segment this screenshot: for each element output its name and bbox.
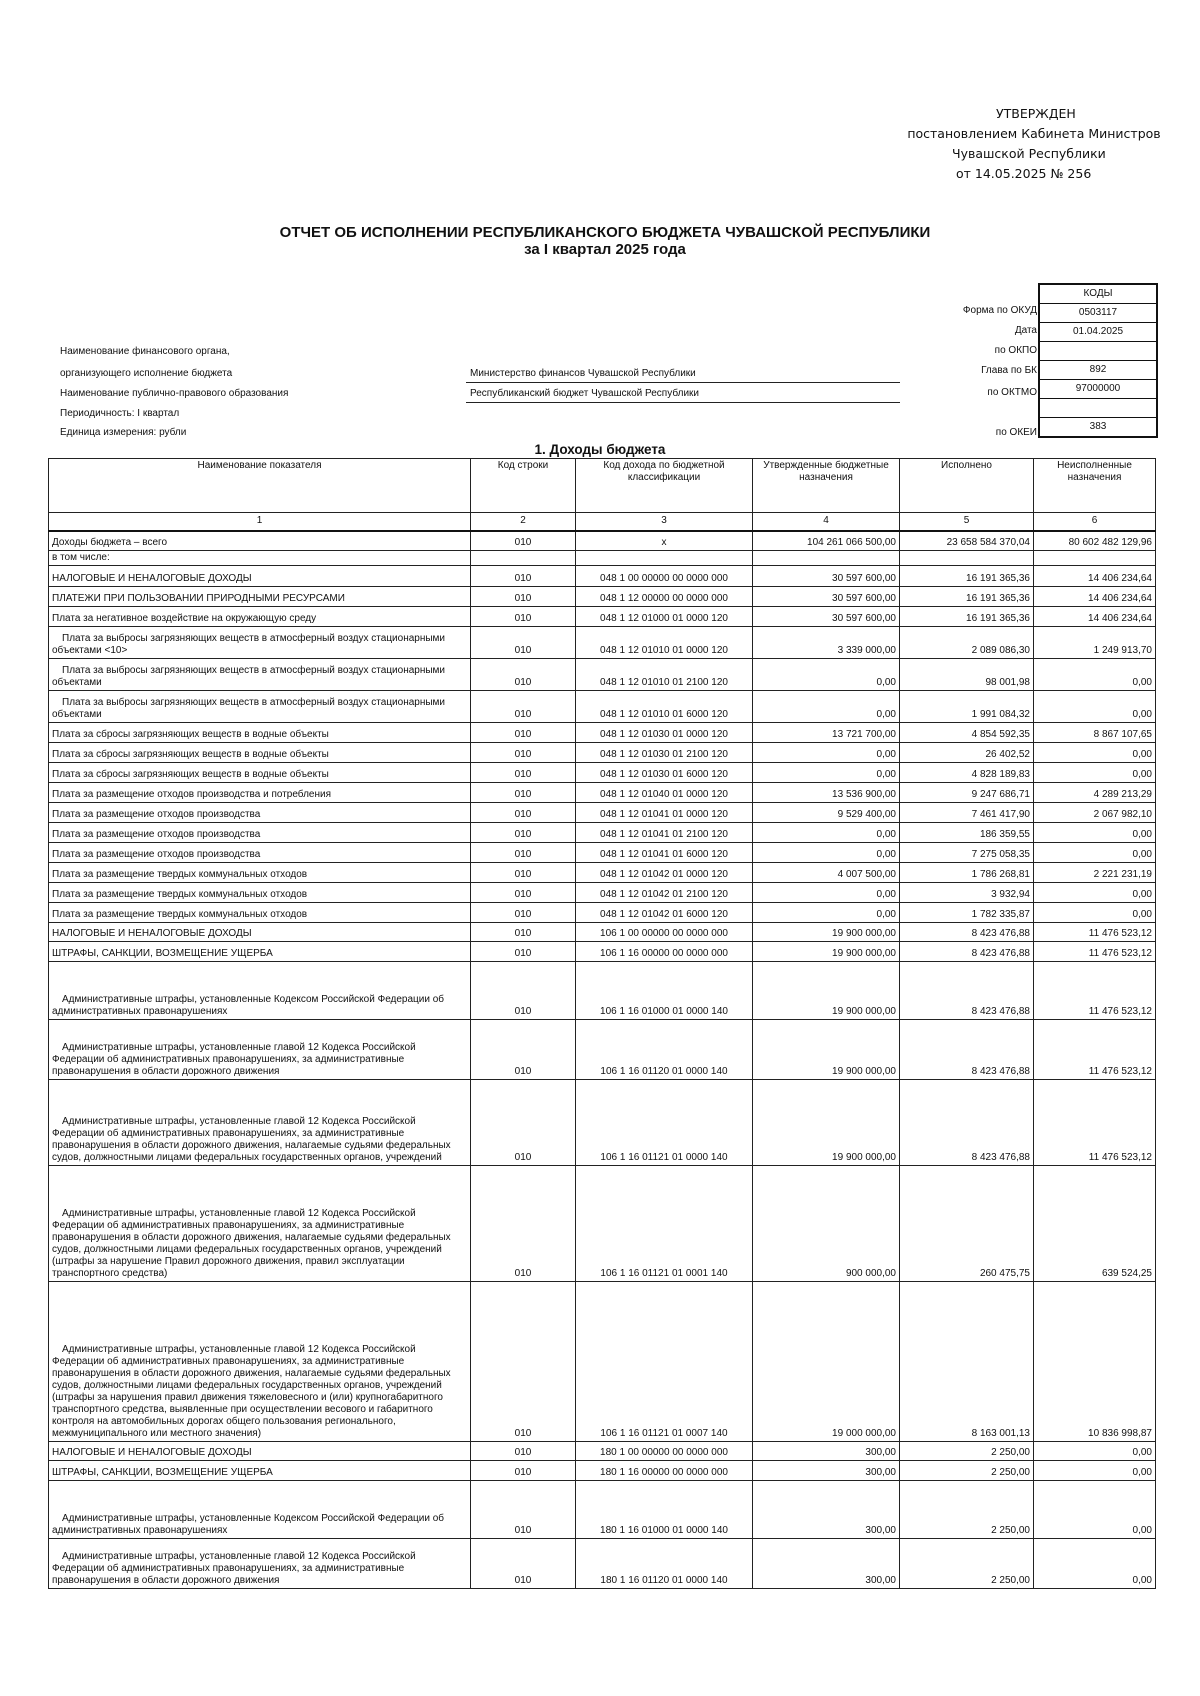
row-approved: 19 000 000,00 — [753, 1282, 900, 1442]
table-row — [49, 1481, 1156, 1539]
code-okpo — [1039, 342, 1157, 361]
row-unexecuted: 0,00 — [1034, 743, 1156, 763]
row-executed: 98 001,98 — [900, 659, 1034, 691]
approval-block — [900, 104, 1168, 184]
row-line-code: 010 — [471, 607, 576, 627]
row-income-code: 048 1 12 01010 01 0000 120 — [576, 627, 753, 659]
row-income-code: 048 1 12 01041 01 0000 120 — [576, 803, 753, 823]
row-executed: 26 402,52 — [900, 743, 1034, 763]
row-unexecuted: 0,00 — [1034, 1539, 1156, 1589]
table-row — [49, 803, 1156, 823]
approval-line-2: постановлением Кабинета Министров — [907, 126, 1161, 141]
row-name: НАЛОГОВЫЕ И НЕНАЛОГОВЫЕ ДОХОДЫ — [49, 923, 471, 942]
row-approved: 4 007 500,00 — [753, 863, 900, 883]
row-executed: 16 191 365,36 — [900, 607, 1034, 627]
row-unexecuted: 0,00 — [1034, 1481, 1156, 1539]
row-approved: 300,00 — [753, 1481, 900, 1539]
row-line-code: 010 — [471, 783, 576, 803]
revenue-table — [48, 458, 1156, 1589]
row-name: Плата за выбросы загрязняющих веществ в атмосферный воздух стационарными объектами <10> — [49, 627, 471, 659]
row-unexecuted: 80 602 482 129,96 — [1034, 531, 1156, 551]
section-title: 1. Доходы бюджета — [534, 442, 666, 457]
code-bk: 892 — [1039, 361, 1157, 380]
row-line-code: 010 — [471, 659, 576, 691]
row-approved: 13 721 700,00 — [753, 723, 900, 743]
row-income-code: 106 1 16 01121 01 0001 140 — [576, 1166, 753, 1282]
table-row — [49, 823, 1156, 843]
table-row — [49, 962, 1156, 1020]
row-approved: 13 536 900,00 — [753, 783, 900, 803]
row-approved — [753, 551, 900, 566]
approval-line-1: УТВЕРЖДЕН — [996, 106, 1076, 121]
row-name: ШТРАФЫ, САНКЦИИ, ВОЗМЕЩЕНИЕ УЩЕРБА — [49, 1461, 471, 1481]
pub-value: Республиканский бюджет Чувашской Республики — [470, 388, 699, 399]
org-label-2: организующего исполнение бюджета — [60, 368, 233, 379]
row-unexecuted: 639 524,25 — [1034, 1166, 1156, 1282]
table-row — [49, 566, 1156, 587]
table-row — [49, 883, 1156, 903]
table-row — [49, 903, 1156, 923]
pub-label: Наименование публично-правового образования — [60, 388, 289, 399]
row-income-code: 180 1 00 00000 00 0000 000 — [576, 1442, 753, 1461]
row-income-code: 106 1 00 00000 00 0000 000 — [576, 923, 753, 942]
row-name: Плата за выбросы загрязняющих веществ в атмосферный воздух стационарными объектами — [49, 691, 471, 723]
code-label-bk: Глава по БК — [981, 365, 1037, 376]
row-line-code: 010 — [471, 1080, 576, 1166]
row-income-code: 106 1 16 01120 01 0000 140 — [576, 1020, 753, 1080]
code-label-okpo: по ОКПО — [994, 345, 1037, 356]
row-income-code: 180 1 16 01120 01 0000 140 — [576, 1539, 753, 1589]
col-number-3: 3 — [576, 513, 753, 531]
col-number-1: 1 — [49, 513, 471, 531]
row-income-code: 048 1 12 01010 01 2100 120 — [576, 659, 753, 691]
row-executed: 2 250,00 — [900, 1442, 1034, 1461]
row-name: Доходы бюджета – всего — [49, 531, 471, 551]
row-line-code: 010 — [471, 723, 576, 743]
row-approved: 900 000,00 — [753, 1166, 900, 1282]
row-unexecuted: 8 867 107,65 — [1034, 723, 1156, 743]
row-name: ШТРАФЫ, САНКЦИИ, ВОЗМЕЩЕНИЕ УЩЕРБА — [49, 942, 471, 962]
row-approved: 0,00 — [753, 883, 900, 903]
row-unexecuted: 11 476 523,12 — [1034, 1020, 1156, 1080]
row-income-code: 180 1 16 00000 00 0000 000 — [576, 1461, 753, 1481]
row-approved: 0,00 — [753, 743, 900, 763]
row-approved: 30 597 600,00 — [753, 566, 900, 587]
row-executed: 8 423 476,88 — [900, 962, 1034, 1020]
row-approved: 9 529 400,00 — [753, 803, 900, 823]
row-name: Административные штрафы, установленные главой 12 Кодекса Российской Федерации об административных правонарушениях, за административные правонарушения в области дорожного движения — [49, 1020, 471, 1080]
row-income-code: 048 1 12 01041 01 2100 120 — [576, 823, 753, 843]
row-income-code: 048 1 12 01010 01 6000 120 — [576, 691, 753, 723]
table-row — [49, 1461, 1156, 1481]
row-line-code — [471, 551, 576, 566]
table-row — [49, 531, 1156, 551]
row-income-code: 048 1 12 01042 01 0000 120 — [576, 863, 753, 883]
row-line-code: 010 — [471, 1166, 576, 1282]
row-unexecuted: 10 836 998,87 — [1034, 1282, 1156, 1442]
table-row — [49, 1442, 1156, 1461]
unit: Единица измерения: рубли — [60, 427, 187, 438]
row-unexecuted: 0,00 — [1034, 691, 1156, 723]
row-line-code: 010 — [471, 883, 576, 903]
row-name: Плата за сбросы загрязняющих веществ в водные объекты — [49, 743, 471, 763]
row-income-code: 048 1 12 01042 01 6000 120 — [576, 903, 753, 923]
row-executed: 2 250,00 — [900, 1461, 1034, 1481]
row-income-code: 106 1 16 00000 00 0000 000 — [576, 942, 753, 962]
row-name: Административные штрафы, установленные главой 12 Кодекса Российской Федерации об административных правонарушениях, за административные правонарушения в области дорожного движения, налагаемые судьями федеральных судов, должностными лицами федеральных государственных органов, учреждений — [49, 1080, 471, 1166]
col-header-line: Код строки — [471, 459, 576, 513]
row-line-code: 010 — [471, 691, 576, 723]
row-approved: 19 900 000,00 — [753, 962, 900, 1020]
row-unexecuted: 4 289 213,29 — [1034, 783, 1156, 803]
approval-line-3: Чувашской Республики — [952, 146, 1106, 161]
row-income-code: 180 1 16 01000 01 0000 140 — [576, 1481, 753, 1539]
table-row — [49, 863, 1156, 883]
row-line-code: 010 — [471, 1442, 576, 1461]
row-line-code: 010 — [471, 962, 576, 1020]
row-name: Плата за сбросы загрязняющих веществ в водные объекты — [49, 723, 471, 743]
row-executed: 8 423 476,88 — [900, 1080, 1034, 1166]
row-approved: 0,00 — [753, 691, 900, 723]
row-executed — [900, 551, 1034, 566]
report-title-line-1: ОТЧЕТ ОБ ИСПОЛНЕНИИ РЕСПУБЛИКАНСКОГО БЮДЖЕТА ЧУВАШСКОЙ РЕСПУБЛИКИ — [279, 224, 931, 241]
row-income-code: 048 1 12 01041 01 6000 120 — [576, 843, 753, 863]
row-unexecuted: 11 476 523,12 — [1034, 942, 1156, 962]
row-name: Административные штрафы, установленные Кодексом Российской Федерации об административных правонарушениях — [49, 1481, 471, 1539]
row-unexecuted: 11 476 523,12 — [1034, 1080, 1156, 1166]
row-name: НАЛОГОВЫЕ И НЕНАЛОГОВЫЕ ДОХОДЫ — [49, 566, 471, 587]
row-name: Плата за размещение твердых коммунальных отходов — [49, 903, 471, 923]
row-name: Административные штрафы, установленные главой 12 Кодекса Российской Федерации об административных правонарушениях, за административные правонарушения в области дорожного движения, налагаемые судьями федеральных судов, должностными лицами федеральных государственных органов, учреждений (штрафы за нарушения правил движения тяжеловесного и (или) крупногабаритного транспортного средства, выявленные при осуществлении весового и габаритного контроля на автомобильных дорогах общего пользования регионального, межмуниципального или местного значения) — [49, 1282, 471, 1442]
col-header-approved: Утвержденные бюджетные назначения — [753, 459, 900, 513]
row-executed: 2 250,00 — [900, 1539, 1034, 1589]
row-name: Плата за размещение отходов производства — [49, 843, 471, 863]
row-executed: 186 359,55 — [900, 823, 1034, 843]
row-executed: 4 828 189,83 — [900, 763, 1034, 783]
row-executed: 3 932,94 — [900, 883, 1034, 903]
row-executed: 8 423 476,88 — [900, 1020, 1034, 1080]
code-oktmo: 97000000 — [1039, 380, 1157, 399]
org-value: Министерство финансов Чувашской Республики — [470, 368, 696, 379]
row-approved: 19 900 000,00 — [753, 1080, 900, 1166]
row-income-code: 106 1 16 01121 01 0007 140 — [576, 1282, 753, 1442]
code-okud: 0503117 — [1039, 304, 1157, 323]
row-unexecuted: 14 406 234,64 — [1034, 587, 1156, 607]
row-executed: 8 423 476,88 — [900, 923, 1034, 942]
col-header-unexecuted: Неисполненные назначения — [1034, 459, 1156, 513]
table-row — [49, 1166, 1156, 1282]
row-unexecuted: 0,00 — [1034, 823, 1156, 843]
row-income-code: 048 1 00 00000 00 0000 000 — [576, 566, 753, 587]
row-income-code — [576, 551, 753, 566]
report-title-line-2: за I квартал 2025 года — [524, 241, 686, 258]
table-row — [49, 723, 1156, 743]
row-unexecuted: 14 406 234,64 — [1034, 566, 1156, 587]
approval-line-4: от 14.05.2025 № 256 — [956, 166, 1092, 181]
table-row — [49, 843, 1156, 863]
row-name: НАЛОГОВЫЕ И НЕНАЛОГОВЫЕ ДОХОДЫ — [49, 1442, 471, 1461]
row-line-code: 010 — [471, 942, 576, 962]
row-name: Плата за размещение твердых коммунальных отходов — [49, 883, 471, 903]
periodicity: Периодичность: I квартал — [60, 408, 180, 419]
code-label-okud: Форма по ОКУД — [962, 305, 1037, 316]
report-title — [190, 224, 1020, 258]
row-line-code: 010 — [471, 627, 576, 659]
table-row — [49, 942, 1156, 962]
table-row — [49, 923, 1156, 942]
row-executed: 8 423 476,88 — [900, 942, 1034, 962]
row-unexecuted: 0,00 — [1034, 903, 1156, 923]
row-unexecuted: 0,00 — [1034, 883, 1156, 903]
row-approved: 300,00 — [753, 1461, 900, 1481]
row-line-code: 010 — [471, 566, 576, 587]
table-row — [49, 691, 1156, 723]
row-executed: 1 782 335,87 — [900, 903, 1034, 923]
row-income-code: 106 1 16 01000 01 0000 140 — [576, 962, 753, 1020]
row-name: Плата за размещение отходов производства — [49, 803, 471, 823]
code-label-date: Дата — [1014, 325, 1037, 336]
row-unexecuted — [1034, 551, 1156, 566]
col-number-5: 5 — [900, 513, 1034, 531]
row-executed: 23 658 584 370,04 — [900, 531, 1034, 551]
org-label-1: Наименование финансового органа, — [60, 346, 230, 357]
row-name: Административные штрафы, установленные Кодексом Российской Федерации об административных правонарушениях — [49, 962, 471, 1020]
row-line-code: 010 — [471, 1481, 576, 1539]
row-line-code: 010 — [471, 1539, 576, 1589]
row-line-code: 010 — [471, 1461, 576, 1481]
table-row — [49, 1539, 1156, 1589]
col-number-6: 6 — [1034, 513, 1156, 531]
code-label-okei: по ОКЕИ — [995, 427, 1037, 438]
row-approved: 0,00 — [753, 659, 900, 691]
row-executed: 7 275 058,35 — [900, 843, 1034, 863]
row-executed: 2 250,00 — [900, 1481, 1034, 1539]
table-row — [49, 587, 1156, 607]
table-row — [49, 1020, 1156, 1080]
code-blank — [1039, 399, 1157, 418]
row-executed: 4 854 592,35 — [900, 723, 1034, 743]
row-approved: 19 900 000,00 — [753, 942, 900, 962]
table-row — [49, 551, 1156, 566]
row-executed: 1 786 268,81 — [900, 863, 1034, 883]
table-row — [49, 1282, 1156, 1442]
row-executed: 9 247 686,71 — [900, 783, 1034, 803]
row-unexecuted: 11 476 523,12 — [1034, 923, 1156, 942]
row-unexecuted: 0,00 — [1034, 1442, 1156, 1461]
code-date: 01.04.2025 — [1039, 323, 1157, 342]
row-income-code: 048 1 12 01042 01 2100 120 — [576, 883, 753, 903]
row-approved: 0,00 — [753, 823, 900, 843]
row-name: в том числе: — [49, 551, 471, 566]
row-executed: 260 475,75 — [900, 1166, 1034, 1282]
row-income-code: 048 1 12 01030 01 2100 120 — [576, 743, 753, 763]
code-label-oktmo: по ОКТМО — [987, 387, 1037, 398]
row-unexecuted: 0,00 — [1034, 763, 1156, 783]
row-line-code: 010 — [471, 903, 576, 923]
row-executed: 2 089 086,30 — [900, 627, 1034, 659]
row-name: Плата за сбросы загрязняющих веществ в водные объекты — [49, 763, 471, 783]
row-unexecuted: 0,00 — [1034, 843, 1156, 863]
row-income-code: 048 1 12 01030 01 6000 120 — [576, 763, 753, 783]
row-executed: 16 191 365,36 — [900, 566, 1034, 587]
row-unexecuted: 0,00 — [1034, 1461, 1156, 1481]
row-name: Административные штрафы, установленные главой 12 Кодекса Российской Федерации об административных правонарушениях, за административные правонарушения в области дорожного движения — [49, 1539, 471, 1589]
row-income-code: 106 1 16 01121 01 0000 140 — [576, 1080, 753, 1166]
code-okei: 383 — [1039, 418, 1157, 438]
pub-value-underline — [466, 402, 900, 403]
org-value-underline — [466, 382, 900, 383]
row-approved: 30 597 600,00 — [753, 587, 900, 607]
col-header-code: Код дохода по бюджетной классификации — [576, 459, 753, 513]
row-approved: 19 900 000,00 — [753, 923, 900, 942]
row-income-code: 048 1 12 01030 01 0000 120 — [576, 723, 753, 743]
codes-box — [1038, 283, 1158, 438]
row-line-code: 010 — [471, 803, 576, 823]
row-income-code: x — [576, 531, 753, 551]
row-approved: 0,00 — [753, 843, 900, 863]
row-unexecuted: 2 067 982,10 — [1034, 803, 1156, 823]
row-name: Плата за негативное воздействие на окружающую среду — [49, 607, 471, 627]
row-name: ПЛАТЕЖИ ПРИ ПОЛЬЗОВАНИИ ПРИРОДНЫМИ РЕСУРСАМИ — [49, 587, 471, 607]
row-executed: 7 461 417,90 — [900, 803, 1034, 823]
row-approved: 104 261 066 500,00 — [753, 531, 900, 551]
row-line-code: 010 — [471, 1020, 576, 1080]
row-executed: 8 163 001,13 — [900, 1282, 1034, 1442]
col-header-name: Наименование показателя — [49, 459, 471, 513]
row-approved: 300,00 — [753, 1442, 900, 1461]
row-line-code: 010 — [471, 863, 576, 883]
codes-header: КОДЫ — [1039, 284, 1157, 304]
row-approved: 300,00 — [753, 1539, 900, 1589]
row-executed: 1 991 084,32 — [900, 691, 1034, 723]
row-line-code: 010 — [471, 923, 576, 942]
row-unexecuted: 2 221 231,19 — [1034, 863, 1156, 883]
row-approved: 30 597 600,00 — [753, 607, 900, 627]
row-executed: 16 191 365,36 — [900, 587, 1034, 607]
row-line-code: 010 — [471, 743, 576, 763]
row-name: Плата за размещение отходов производства — [49, 823, 471, 843]
row-line-code: 010 — [471, 531, 576, 551]
row-line-code: 010 — [471, 823, 576, 843]
row-line-code: 010 — [471, 843, 576, 863]
row-approved: 0,00 — [753, 903, 900, 923]
row-name: Плата за размещение твердых коммунальных отходов — [49, 863, 471, 883]
row-unexecuted: 1 249 913,70 — [1034, 627, 1156, 659]
row-line-code: 010 — [471, 1282, 576, 1442]
table-row — [49, 743, 1156, 763]
table-row — [49, 659, 1156, 691]
row-name: Административные штрафы, установленные главой 12 Кодекса Российской Федерации об административных правонарушениях, за административные правонарушения в области дорожного движения, налагаемые судьями федеральных судов, должностными лицами федеральных государственных органов, учреждений (штрафы за нарушение Правил дорожного движения, правил эксплуатации транспортного средства) — [49, 1166, 471, 1282]
row-unexecuted: 11 476 523,12 — [1034, 962, 1156, 1020]
table-row — [49, 1080, 1156, 1166]
row-approved: 0,00 — [753, 763, 900, 783]
row-name: Плата за выбросы загрязняющих веществ в атмосферный воздух стационарными объектами — [49, 659, 471, 691]
table-row — [49, 783, 1156, 803]
row-income-code: 048 1 12 01000 01 0000 120 — [576, 607, 753, 627]
col-number-2: 2 — [471, 513, 576, 531]
table-row — [49, 607, 1156, 627]
row-unexecuted: 0,00 — [1034, 659, 1156, 691]
row-line-code: 010 — [471, 763, 576, 783]
row-income-code: 048 1 12 01040 01 0000 120 — [576, 783, 753, 803]
row-approved: 19 900 000,00 — [753, 1020, 900, 1080]
row-line-code: 010 — [471, 587, 576, 607]
table-row — [49, 627, 1156, 659]
table-row — [49, 763, 1156, 783]
row-name: Плата за размещение отходов производства и потребления — [49, 783, 471, 803]
col-header-executed: Исполнено — [900, 459, 1034, 513]
col-number-4: 4 — [753, 513, 900, 531]
row-approved: 3 339 000,00 — [753, 627, 900, 659]
row-income-code: 048 1 12 00000 00 0000 000 — [576, 587, 753, 607]
row-unexecuted: 14 406 234,64 — [1034, 607, 1156, 627]
